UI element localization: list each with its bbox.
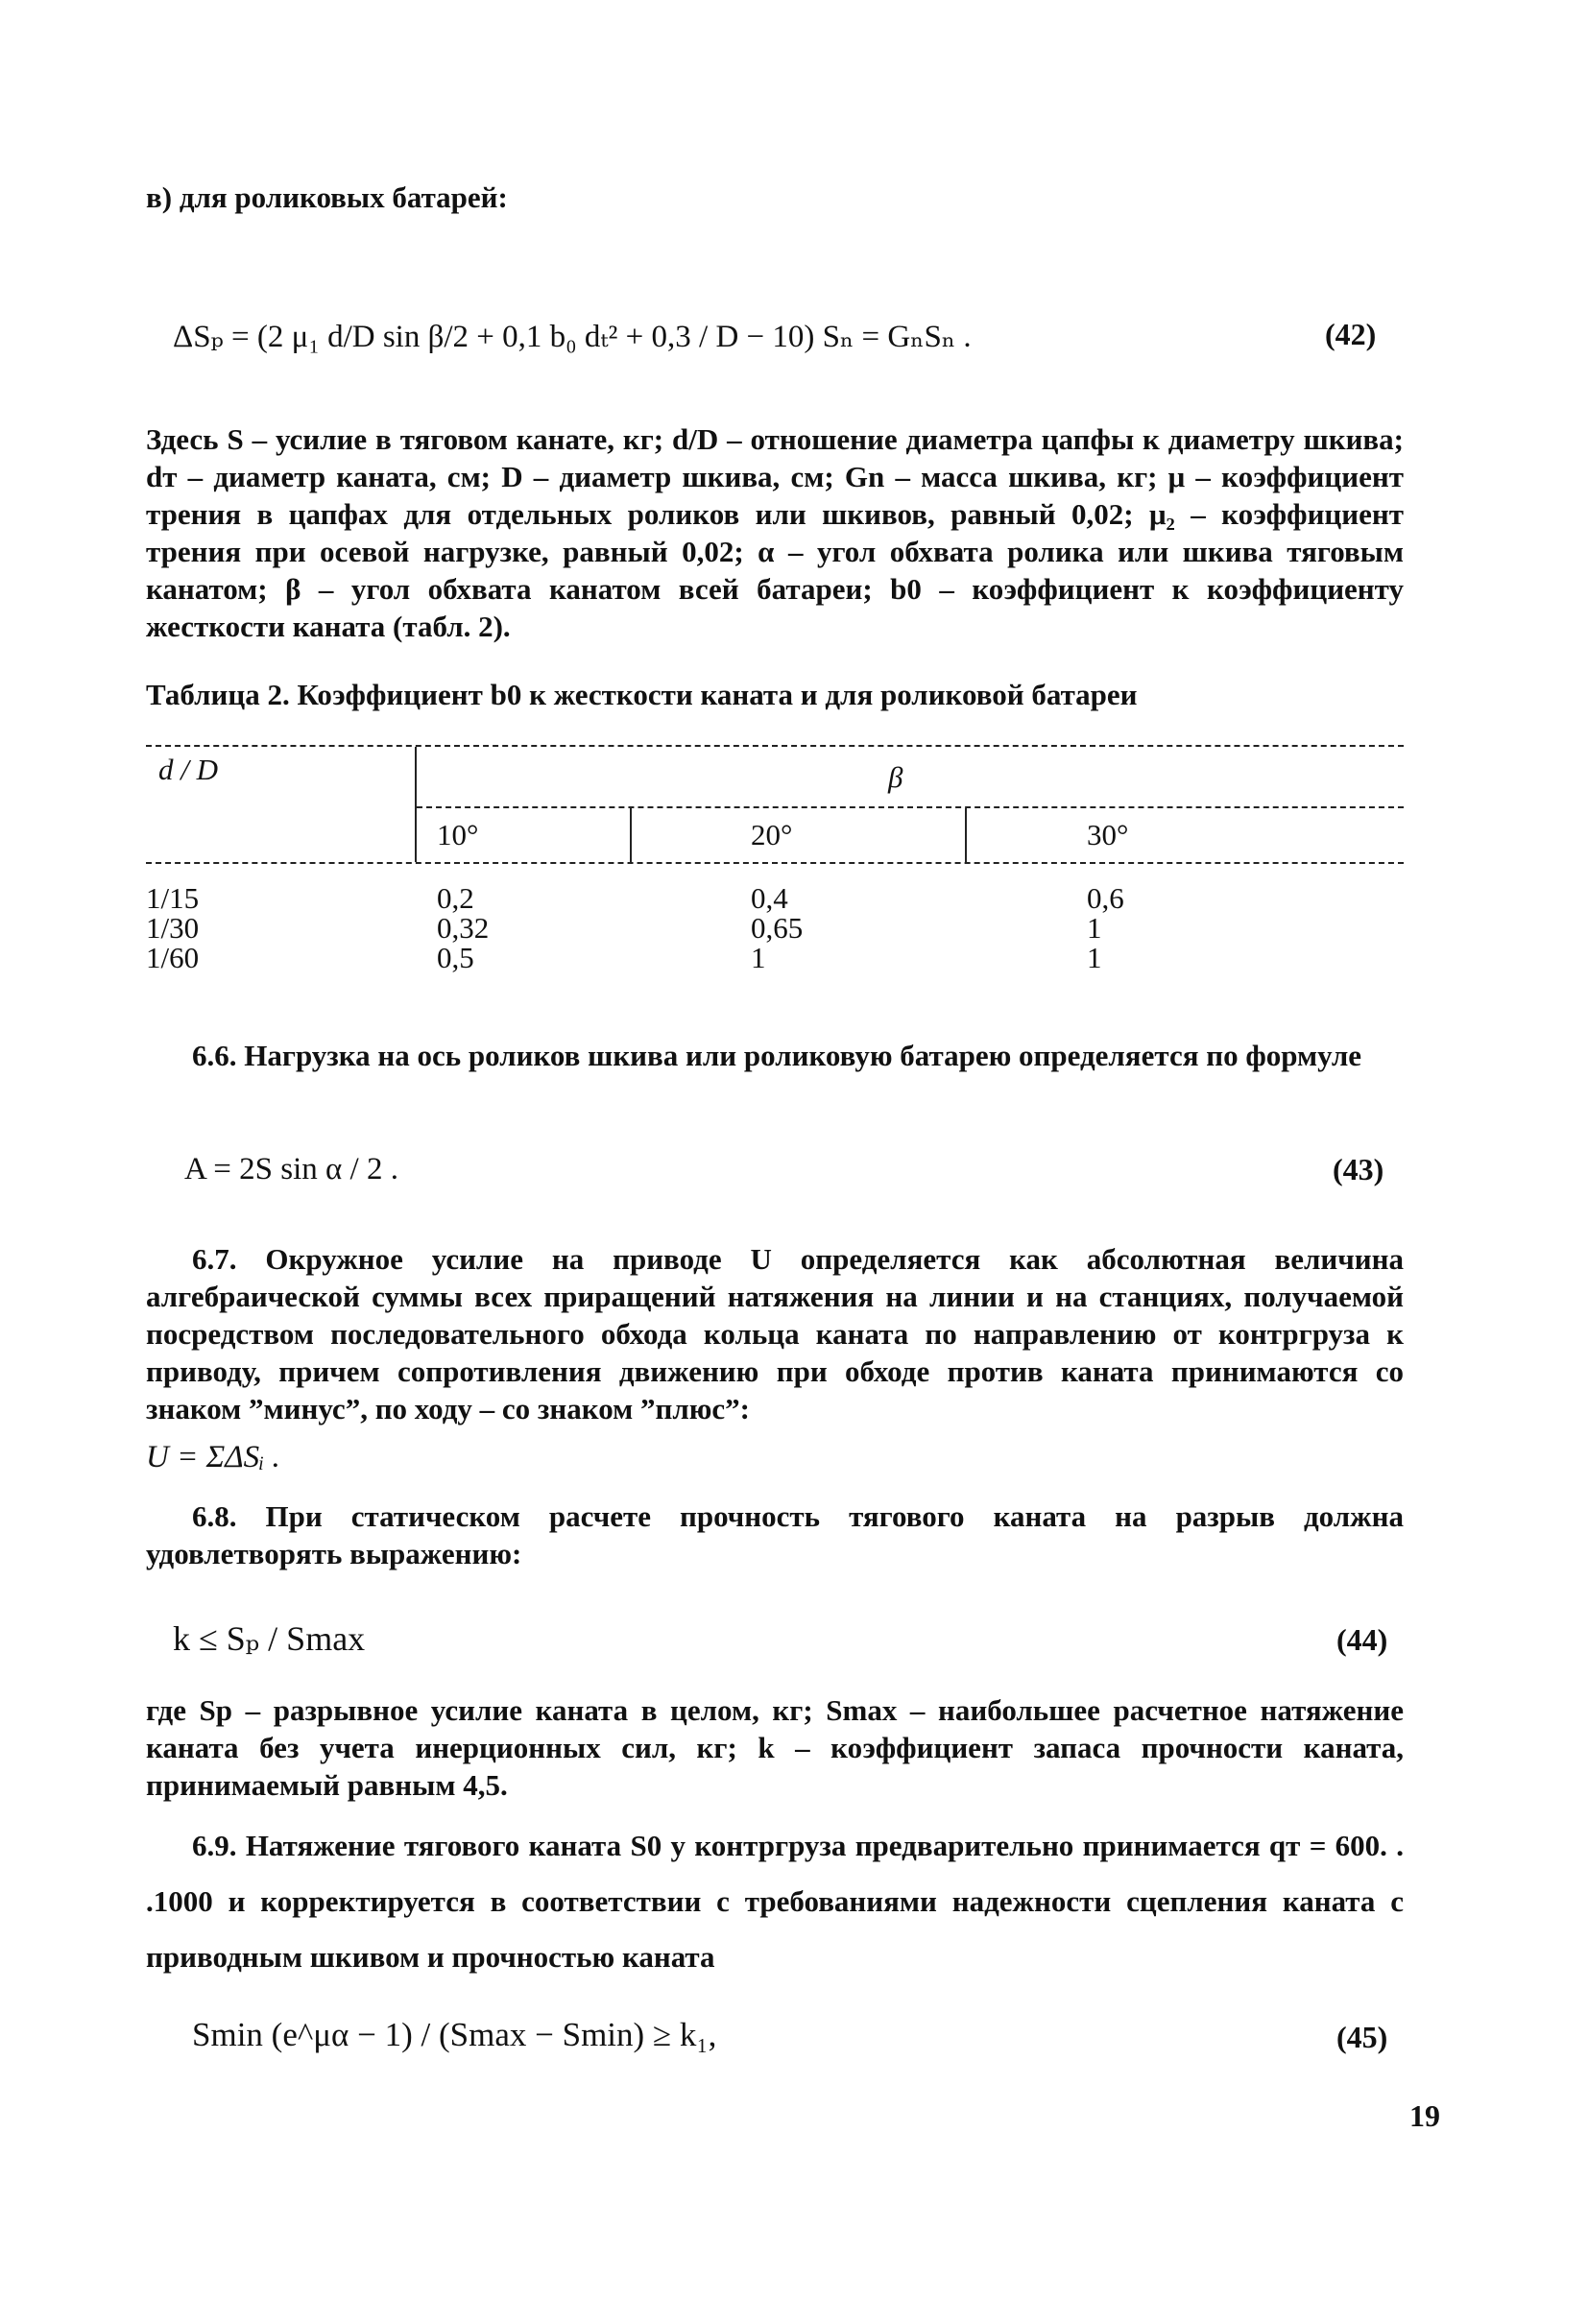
page-number: 19 xyxy=(1409,2098,1440,2133)
table-cell: 1/30 xyxy=(146,911,200,945)
explanation-paragraph: Здесь S – усилие в тяговом канате, кг; d/D – отношение диаметра цапфы к диаметру шкива; dт – диаметр каната, см; D – диаметр шкива, см; Gn – масса шкива, кг; μ – коэффициент трения в цапфах для отдельных роликов или шкивов, равный 0,02; μ₂ – коэффициент трения при осевой нагрузке, равный 0,02; α – угол обхвата ролика или шкива тяговым канатом; β – угол обхвата канатом всей батареи; b0 – коэффициент к коэффициенту жесткости каната (табл. 2). xyxy=(146,422,1404,643)
table-cell: 1 xyxy=(751,941,766,974)
table-col-divider xyxy=(630,808,632,862)
table-caption: Таблица 2. Коэффициент b0 к жесткости каната и для роликовой батареи xyxy=(146,678,1138,711)
table-group-rule xyxy=(417,806,1404,808)
formula-43: A = 2S sin α / 2 . xyxy=(184,1152,398,1186)
section-6-7-text: 6.7. Окружное усилие на приводе U определяется как абсолютная величина алгебраической суммы всех приращений натяжения на линии и на станциях, получаемой посредством последовательного обхода кольца каната по направлению от контргруза к приводу, причем сопротивления движению при обходе против каната принимаются со знаком ”минус”, по ходу – со знаком ”плюс”: xyxy=(146,1242,1404,1426)
table-cell: 0,32 xyxy=(437,911,490,945)
table-cell: 0,5 xyxy=(437,941,474,974)
section-6-8-where: где Sp – разрывное усилие каната в целом, кг; Smax – наибольшее расчетное натяжение каната без учета инерционных сил, кг; k – коэффициент запаса прочности каната, принимаемый равным 4,5. xyxy=(146,1693,1404,1802)
table-col-header: 10° xyxy=(437,818,479,851)
intro-line: в) для роликовых батарей: xyxy=(146,180,508,214)
table-cell: 1/15 xyxy=(146,881,200,915)
table-col-divider xyxy=(965,808,967,862)
formula-sum: U = ΣΔSᵢ . xyxy=(146,1440,280,1474)
formula-42: ΔSₚ = (2 μ₁ d/D sin β/2 + 0,1 b₀ dₜ² + 0,3 / D − 10) Sₙ = GₙSₙ . xyxy=(173,320,972,354)
table-group-header: β xyxy=(888,760,903,794)
table-top-rule xyxy=(146,745,1404,747)
formula-42-number: (42) xyxy=(1325,317,1377,351)
section-6-9-text: 6.9. Натяжение тягового каната S0 у контргруза предварительно принимается qт = 600. . .1000 и корректируется в соответствии с требованиями надежности сцепления каната с приводным шкивом и прочностью каната xyxy=(146,1829,1404,1974)
table-cell: 0,65 xyxy=(751,911,804,945)
formula-43-number: (43) xyxy=(1333,1152,1384,1186)
table-cell: 0,6 xyxy=(1087,881,1124,915)
formula-44-number: (44) xyxy=(1336,1622,1388,1657)
table-cell: 1 xyxy=(1087,941,1102,974)
table-cell: 0,4 xyxy=(751,881,788,915)
table-divider xyxy=(415,747,417,862)
section-6-6-text: 6.6. Нагрузка на ось роликов шкива или роликовую батарею определяется по формуле xyxy=(192,1039,1362,1072)
section-6-8-text: 6.8. При статическом расчете прочность тягового каната на разрыв должна удовлетворять выражению: xyxy=(146,1499,1404,1570)
table-cell: 1 xyxy=(1087,911,1102,945)
formula-44: k ≤ Sₚ / Smax xyxy=(173,1619,366,1658)
table-row-header: d / D xyxy=(158,753,218,786)
table-header-rule xyxy=(146,862,1404,864)
table-cell: 0,2 xyxy=(437,881,474,915)
table-col-header: 30° xyxy=(1087,818,1129,851)
formula-45: Smin (e^μα − 1) / (Smax − Smin) ≥ k₁, xyxy=(192,2016,717,2053)
formula-45-number: (45) xyxy=(1336,2020,1388,2054)
table-col-header: 20° xyxy=(751,818,793,851)
table-cell: 1/60 xyxy=(146,941,200,974)
table-column-30 xyxy=(1087,883,1124,972)
table-column-20 xyxy=(751,883,803,972)
table-column-10 xyxy=(437,883,489,972)
table-column-dD xyxy=(146,883,199,972)
